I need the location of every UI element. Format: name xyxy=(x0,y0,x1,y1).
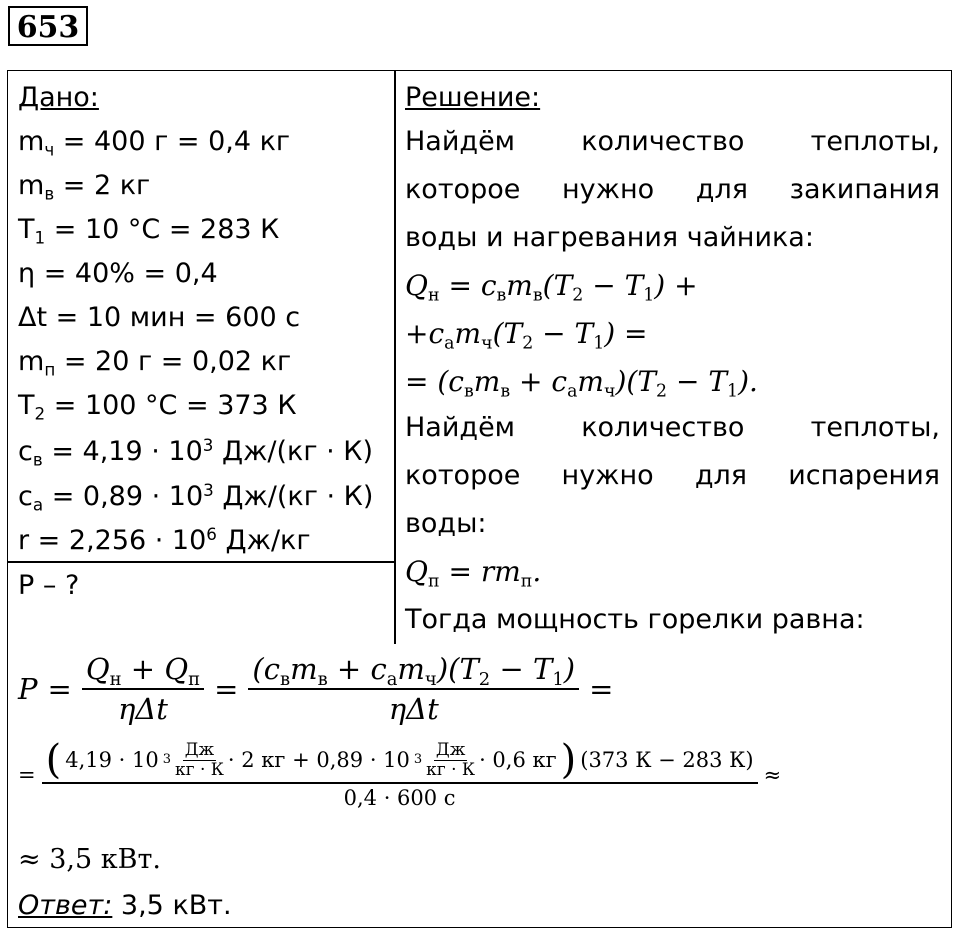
given-c-a: $c_а = 0,89 \cdot 10^3$ Дж/(кг · К) xyxy=(18,479,374,515)
given-header: Дано: xyxy=(18,82,99,113)
given-eta: η = 40% = 0,4 xyxy=(18,258,218,289)
equation-q-n-line2: $+c_аm_ч(T_2 - T_1)$ = xyxy=(405,317,648,354)
answer-label: Ответ: xyxy=(18,890,113,921)
solution-text-1b: которое нужно для закипания xyxy=(405,174,940,205)
given-c-v: $c_в = 4,19 \cdot 10^3$ Дж/(кг · К) xyxy=(18,434,373,470)
unit-fraction-1: $\frac{Дж}{кг \cdot К}$ xyxy=(175,739,224,780)
given-find: P – ? xyxy=(18,570,80,601)
given-t2: $T_2 = 100$ °С = 373 К xyxy=(18,390,297,424)
solution-text-1a: Найдём количество теплоты, xyxy=(405,126,940,157)
given-t1: $T_1 = 10$ °С = 283 К xyxy=(18,214,280,248)
answer-line xyxy=(18,890,232,922)
power-fraction-1: $\frac{Q_н + Q_п}{\text{ηΔt}}$ xyxy=(82,652,204,726)
given-m-v: $m_в = 2$ кг xyxy=(18,170,151,204)
given-dt: Δt = 10 мин = 600 с xyxy=(18,302,301,333)
problem-number: 653 xyxy=(8,6,88,46)
given-m-ch: $m_ч = 400$ г = 0,4 кг xyxy=(18,126,291,160)
given-r: $r = 2,256 \cdot 10^6$ Дж/кг xyxy=(18,523,311,556)
equation-q-n-line1: $Q_н = c_вm_в(T_2 - T_1)$ + xyxy=(405,269,698,306)
numeric-substitution: = ( 4,19 · 10 3 $\frac{Дж}{кг \cdot К}$ · 2 кг + 0,89 · 10 3 $\frac{Дж}{кг \cdot К}$ · 0,6 кг ) (373 К − 283 К) 0,4 · 600 с ≈ xyxy=(18,737,782,810)
solution-text-3: Тогда мощность горелки равна: xyxy=(405,604,865,635)
given-m-p: $m_п = 20$ г = 0,02 кг xyxy=(18,346,292,380)
solution-text-2c: воды: xyxy=(405,508,487,539)
unit-fraction-2: $\frac{Дж}{кг \cdot К}$ xyxy=(426,739,476,780)
solution-text-1c: воды и нагревания чайника: xyxy=(405,222,814,253)
equation-q-n-line3: = $(c_вm_в + c_аm_ч)(T_2 - T_1)$. xyxy=(405,365,758,402)
solution-text-2b: которое нужно для испарения xyxy=(405,460,940,491)
power-fraction-2: $\frac{(c_вm_в + c_аm_ч)(T_2 - T_1)}{\text{ηΔt}}$ xyxy=(248,652,579,726)
approx-result: ≈ 3,5 кВт. xyxy=(18,844,161,875)
solution-header: Решение: xyxy=(405,82,541,113)
numeric-fraction: ( 4,19 · 10 3 $\frac{Дж}{кг \cdot К}$ · 2 кг + 0,89 · 10 3 $\frac{Дж}{кг \cdot К}$ · 0,6 кг ) (373 К − 283 К) 0,4 · 600 с xyxy=(42,740,758,810)
solution-text-2a: Найдём количество теплоты, xyxy=(405,412,940,443)
divider-vertical xyxy=(394,70,396,644)
answer-value: 3,5 кВт. xyxy=(112,890,232,921)
equation-q-p: $Q_п = rm_п$. xyxy=(405,555,542,592)
power-formula: P = $\frac{Q_н + Q_п}{\text{ηΔt}}$ = $\frac{(c_вm_в + c_аm_ч)(T_2 - T_1)}{\text{ηΔt}}$ = xyxy=(18,652,614,726)
divider-horizontal xyxy=(7,561,395,563)
